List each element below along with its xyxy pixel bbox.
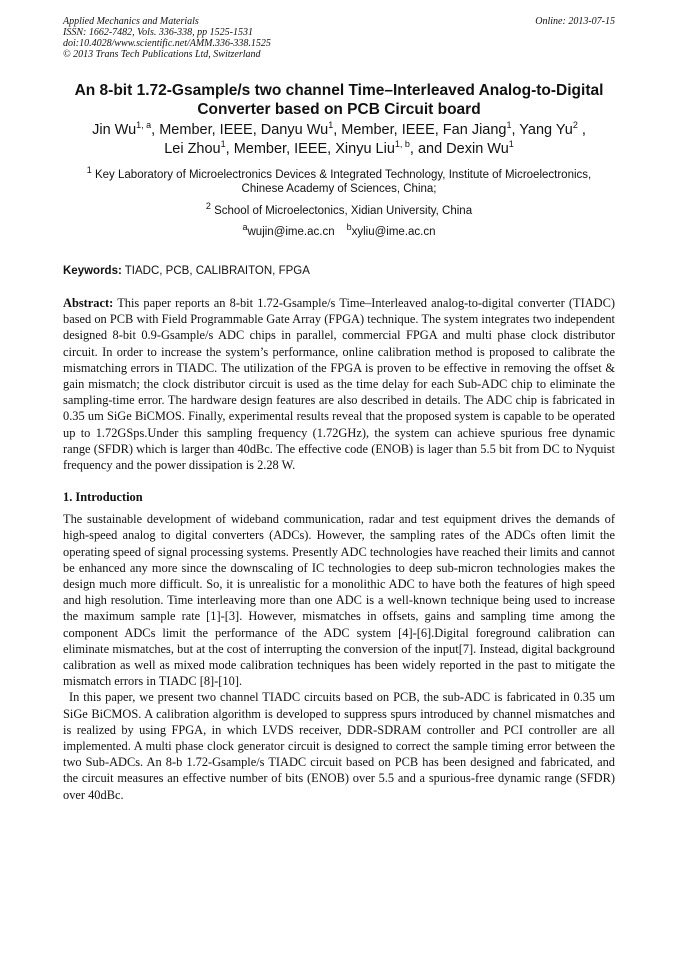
- author-emails: [63, 222, 615, 239]
- author-sup: 2: [572, 120, 578, 131]
- author-text: , Member, IEEE, Fan Jiang: [333, 122, 507, 138]
- intro-paragraph-1: The sustainable development of wideband communication, radar and test equipment drives the demands of high-speed analog to digital converters (ADCs). However, the sampling rates of the ADCs often limit the operating speed of signal processing systems. Presently ADC technologies have reached their limits and cannot be enhanced any more since the downscaling of IC technologies to deep sub-micron technologies makes the design much more difficult. So, it is unrealistic for a monolithic ADC to have both the features of high speed and high resolution. Time interleaving more than one ADC is a well-known technique being used to increase the maximum sample rate [1]-[3]. However, mismatches in offsets, gains and sampling time among the component ADCs limit the performance of the ADC system [4]-[6].Digital foreground calibration can eliminate mismatches, but at the cost of interrupting the conversion of the input[7]. Instead, digital background calibration as well as mixed mode calibration techniques has been widely reported in the past to mitigate the mismatch errors in TIADC [8]-[10].: [63, 512, 615, 689]
- doi-line: doi:10.4028/www.scientific.net/AMM.336-338.1525: [63, 38, 271, 49]
- author-line-1: [63, 121, 615, 140]
- journal-header: [63, 16, 615, 60]
- author-sup: 1, a: [136, 120, 152, 131]
- title-line-2: Converter based on PCB Circuit board: [197, 101, 481, 118]
- keywords-label: Keywords:: [63, 265, 122, 277]
- author-sup: 1: [506, 120, 512, 131]
- affiliation-sup: 1: [86, 165, 92, 176]
- abstract-label: Abstract:: [63, 296, 114, 310]
- keywords: [63, 265, 615, 277]
- intro-paragraph-2: In this paper, we present two channel TIADC circuits based on PCB, the sub-ADC is fabricated in 0.35 um SiGe BiCMOS. A calibration algorithm is developed to suppress spurs introduced by channel mismatches and is realized by using FPGA, in which LVDS receiver, DDR-SDRAM controller and PCI controller are all implemented. A multi phase clock generator circuit is designed to correct the sample timing error between the two Sub-ADCs. An 8-b 1.72-Gsample/s TIADC circuit based on PCB has been designed and fabricated, and the circuit measures an effective number of bits (ENOB) over 5.5 and a spurious-free dynamic range (SFDR) over 40dBc.: [63, 690, 615, 802]
- email-a: wujin@ime.ac.cn: [247, 226, 335, 238]
- online-date: Online: 2013-07-15: [535, 16, 615, 27]
- keywords-text: TIADC, PCB, CALIBRAITON, FPGA: [121, 265, 310, 277]
- author-name: Lei Zhou: [164, 141, 221, 157]
- abstract: [63, 295, 615, 473]
- issn-line: ISSN: 1662-7482, Vols. 336-338, pp 1525-1531: [63, 27, 253, 38]
- journal-name: Applied Mechanics and Materials: [63, 16, 199, 27]
- affiliation-1-line-1: [63, 165, 615, 182]
- author-sup: 1: [508, 139, 514, 150]
- affiliation-text: Key Laboratory of Microelectronics Devices & Integrated Technology, Institute of Microelectronics,: [91, 169, 592, 181]
- author-text: , Member, IEEE, Danyu Wu: [151, 122, 329, 138]
- affiliation-sup: 2: [205, 201, 211, 212]
- affiliation-1-line-2: Chinese Academy of Sciences, China;: [241, 183, 437, 195]
- introduction-body: [63, 511, 615, 803]
- author-name: Jin Wu: [92, 122, 137, 138]
- email-b: xyliu@ime.ac.cn: [351, 226, 436, 238]
- author-sup: 1, b: [394, 139, 410, 150]
- abstract-text: This paper reports an 8-bit 1.72-Gsample/s Time–Interleaved analog-to-digital converter (TIADC) based on PCB with Field Programmable Gate Array (FPGA) technique. The system integrates two independent designed 8-bit 0.9-Gsample/s ADC chips in parallel, commercial FPGA and multi phase clock distributor circuit. In order to increase the system’s performance, online calibration method is proposed to calibrate the mismatching errors in TIADC. The utilization of the FPGA is proven to be effective in removing the offset & gain mismatch; the clock distributor circuit is used as the time delay for each Sub-ADC chip to eliminate the sampling-time error. The hardware design features are also described in details. The ADC chip is fabricated in 0.35 um SiGe BiCMOS. Finally, experimental results reveal that the proposed system is capable to be operated up to 1.72GSps.Under this sampling frequency (1.72GHz), the system can achieve spurious free dynamic range (SFDR) which is larger than 40dBc. The effective code (ENOB) is lager than 5.5 bit from DC to Nyquist frequency and the power dissipation is 2.28 W.: [63, 296, 615, 473]
- paper-title: [63, 81, 615, 119]
- author-sup: 1: [328, 120, 334, 131]
- author-text: ,: [577, 122, 586, 138]
- author-text: , Yang Yu: [511, 122, 573, 138]
- affiliation-1: [63, 165, 615, 196]
- author-text: , Member, IEEE, Xinyu Liu: [225, 141, 395, 157]
- title-line-1: An 8-bit 1.72-Gsample/s two channel Time–Interleaved Analog-to-Digital: [74, 82, 604, 99]
- copyright-line: © 2013 Trans Tech Publications Ltd, Switzerland: [63, 49, 261, 60]
- author-sup: 1: [220, 139, 226, 150]
- email-sup: b: [346, 222, 352, 233]
- affiliation-2: [63, 201, 615, 218]
- author-list: [63, 121, 615, 159]
- email-sup: a: [242, 222, 248, 233]
- author-text: , and Dexin Wu: [409, 141, 509, 157]
- section-heading-introduction: 1. Introduction: [63, 490, 143, 505]
- author-line-2: [63, 140, 615, 159]
- affiliation-text: School of Microelectonics, Xidian University, China: [210, 205, 473, 217]
- paper-page: [63, 16, 615, 803]
